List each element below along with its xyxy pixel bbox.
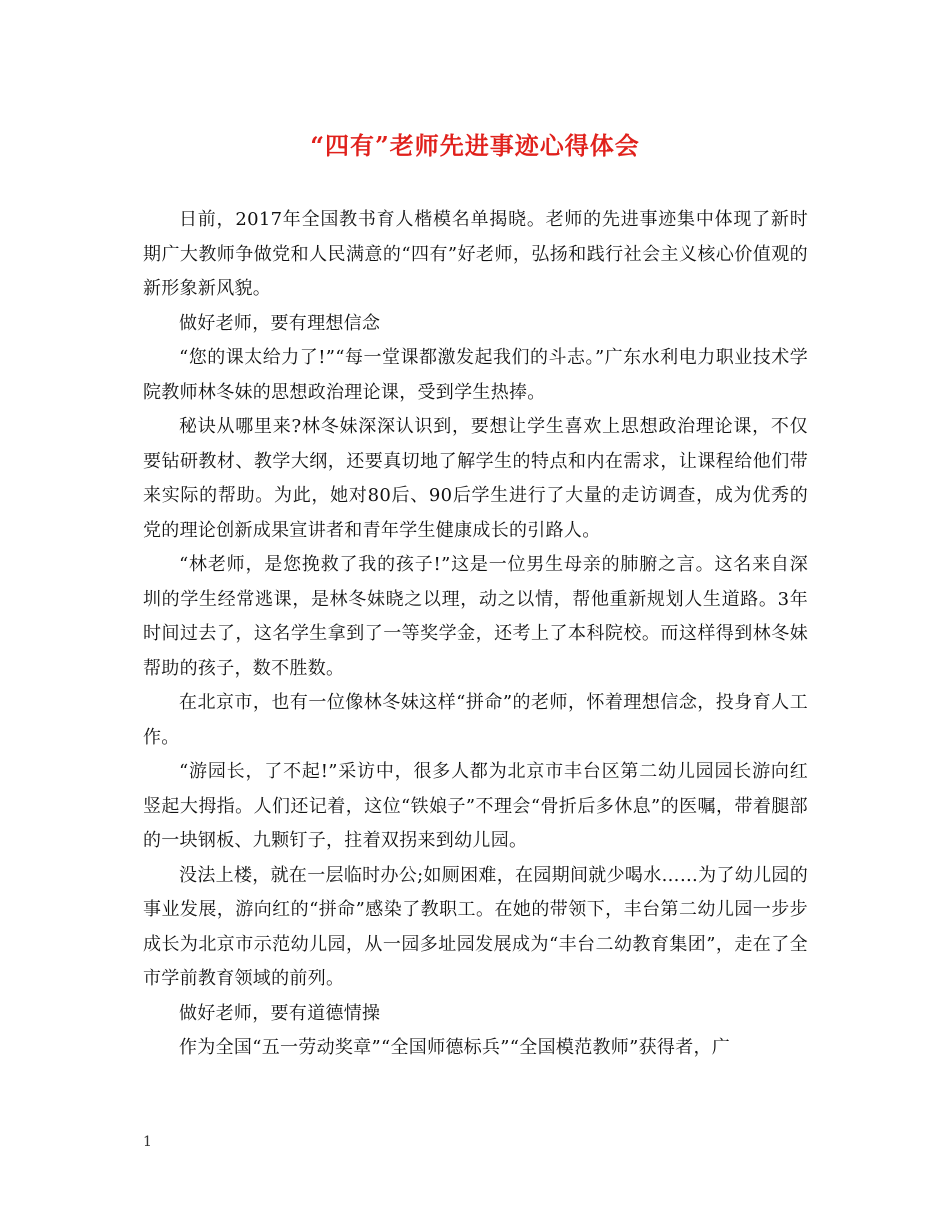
- paragraph-awards: 作为全国“五一劳动奖章”“全国师德标兵”“全国模范教师”获得者，广: [179, 1037, 731, 1058]
- paragraph-intro: 日前，2017年全国教书育人楷模名单揭晓。老师的先进事迹集中体现了新时期广大教师争做党和人民满意的“四有”好老师，弘扬和践行社会主义核心价值观的新形象新风貌。: [143, 209, 808, 299]
- document-body: [143, 203, 808, 1066]
- page-number: 1: [143, 1134, 152, 1150]
- paragraph-kindergarten: 没法上楼，就在一层临时办公;如厕困难，在园期间就少喝水……为了幼儿园的事业发展，游向红的“拼命”感染了教职工。在她的带领下，丰台第二幼儿园一步步成长为北京市示范幼儿园，从一园多址园发展成为“丰台二幼教育集团”，走在了全市学前教育领域的前列。: [143, 864, 808, 989]
- section-heading-morality: 做好老师，要有道德情操: [179, 1002, 381, 1024]
- paragraph-beijing: 在北京市，也有一位像林冬妹这样“拼命”的老师，怀着理想信念，投身育人工作。: [143, 692, 808, 748]
- paragraph-mother-quote: “林老师，是您挽救了我的孩子!”这是一位男生母亲的肺腑之言。这名来自深圳的学生经常逃课，是林冬妹晓之以理，动之以情，帮他重新规划人生道路。3年时间过去了，这名学生拿到了一等奖学金，还考上了本科院校。而这样得到林冬妹帮助的孩子，数不胜数。: [143, 554, 808, 679]
- paragraph-principal-you: “游园长，了不起!”采访中，很多人都为北京市丰台区第二幼儿园园长游向红竖起大拇指。人们还记着，这位“铁娘子”不理会“骨折后多休息”的医嘱，带着腿部的一块钢板、九颗钉子，拄着双拐来到幼儿园。: [143, 761, 808, 851]
- document-title: “四有”老师先进事迹心得体会: [310, 131, 640, 160]
- paragraph-quote-students: “您的课太给力了!”“每一堂课都激发起我们的斗志。”广东水利电力职业技术学院教师林冬妹的思想政治理论课，受到学生热捧。: [143, 347, 808, 403]
- section-heading-ideals: 做好老师，要有理想信念: [179, 312, 381, 334]
- paragraph-secret: 秘诀从哪里来?林冬妹深深认识到，要想让学生喜欢上思想政治理论课，不仅要钻研教材、教学大纲，还要真切地了解学生的特点和内在需求，让课程给他们带来实际的帮助。为此，她对80后、90后学生进行了大量的走访调查，成为优秀的党的理论创新成果宣讲者和青年学生健康成长的引路人。: [143, 416, 808, 541]
